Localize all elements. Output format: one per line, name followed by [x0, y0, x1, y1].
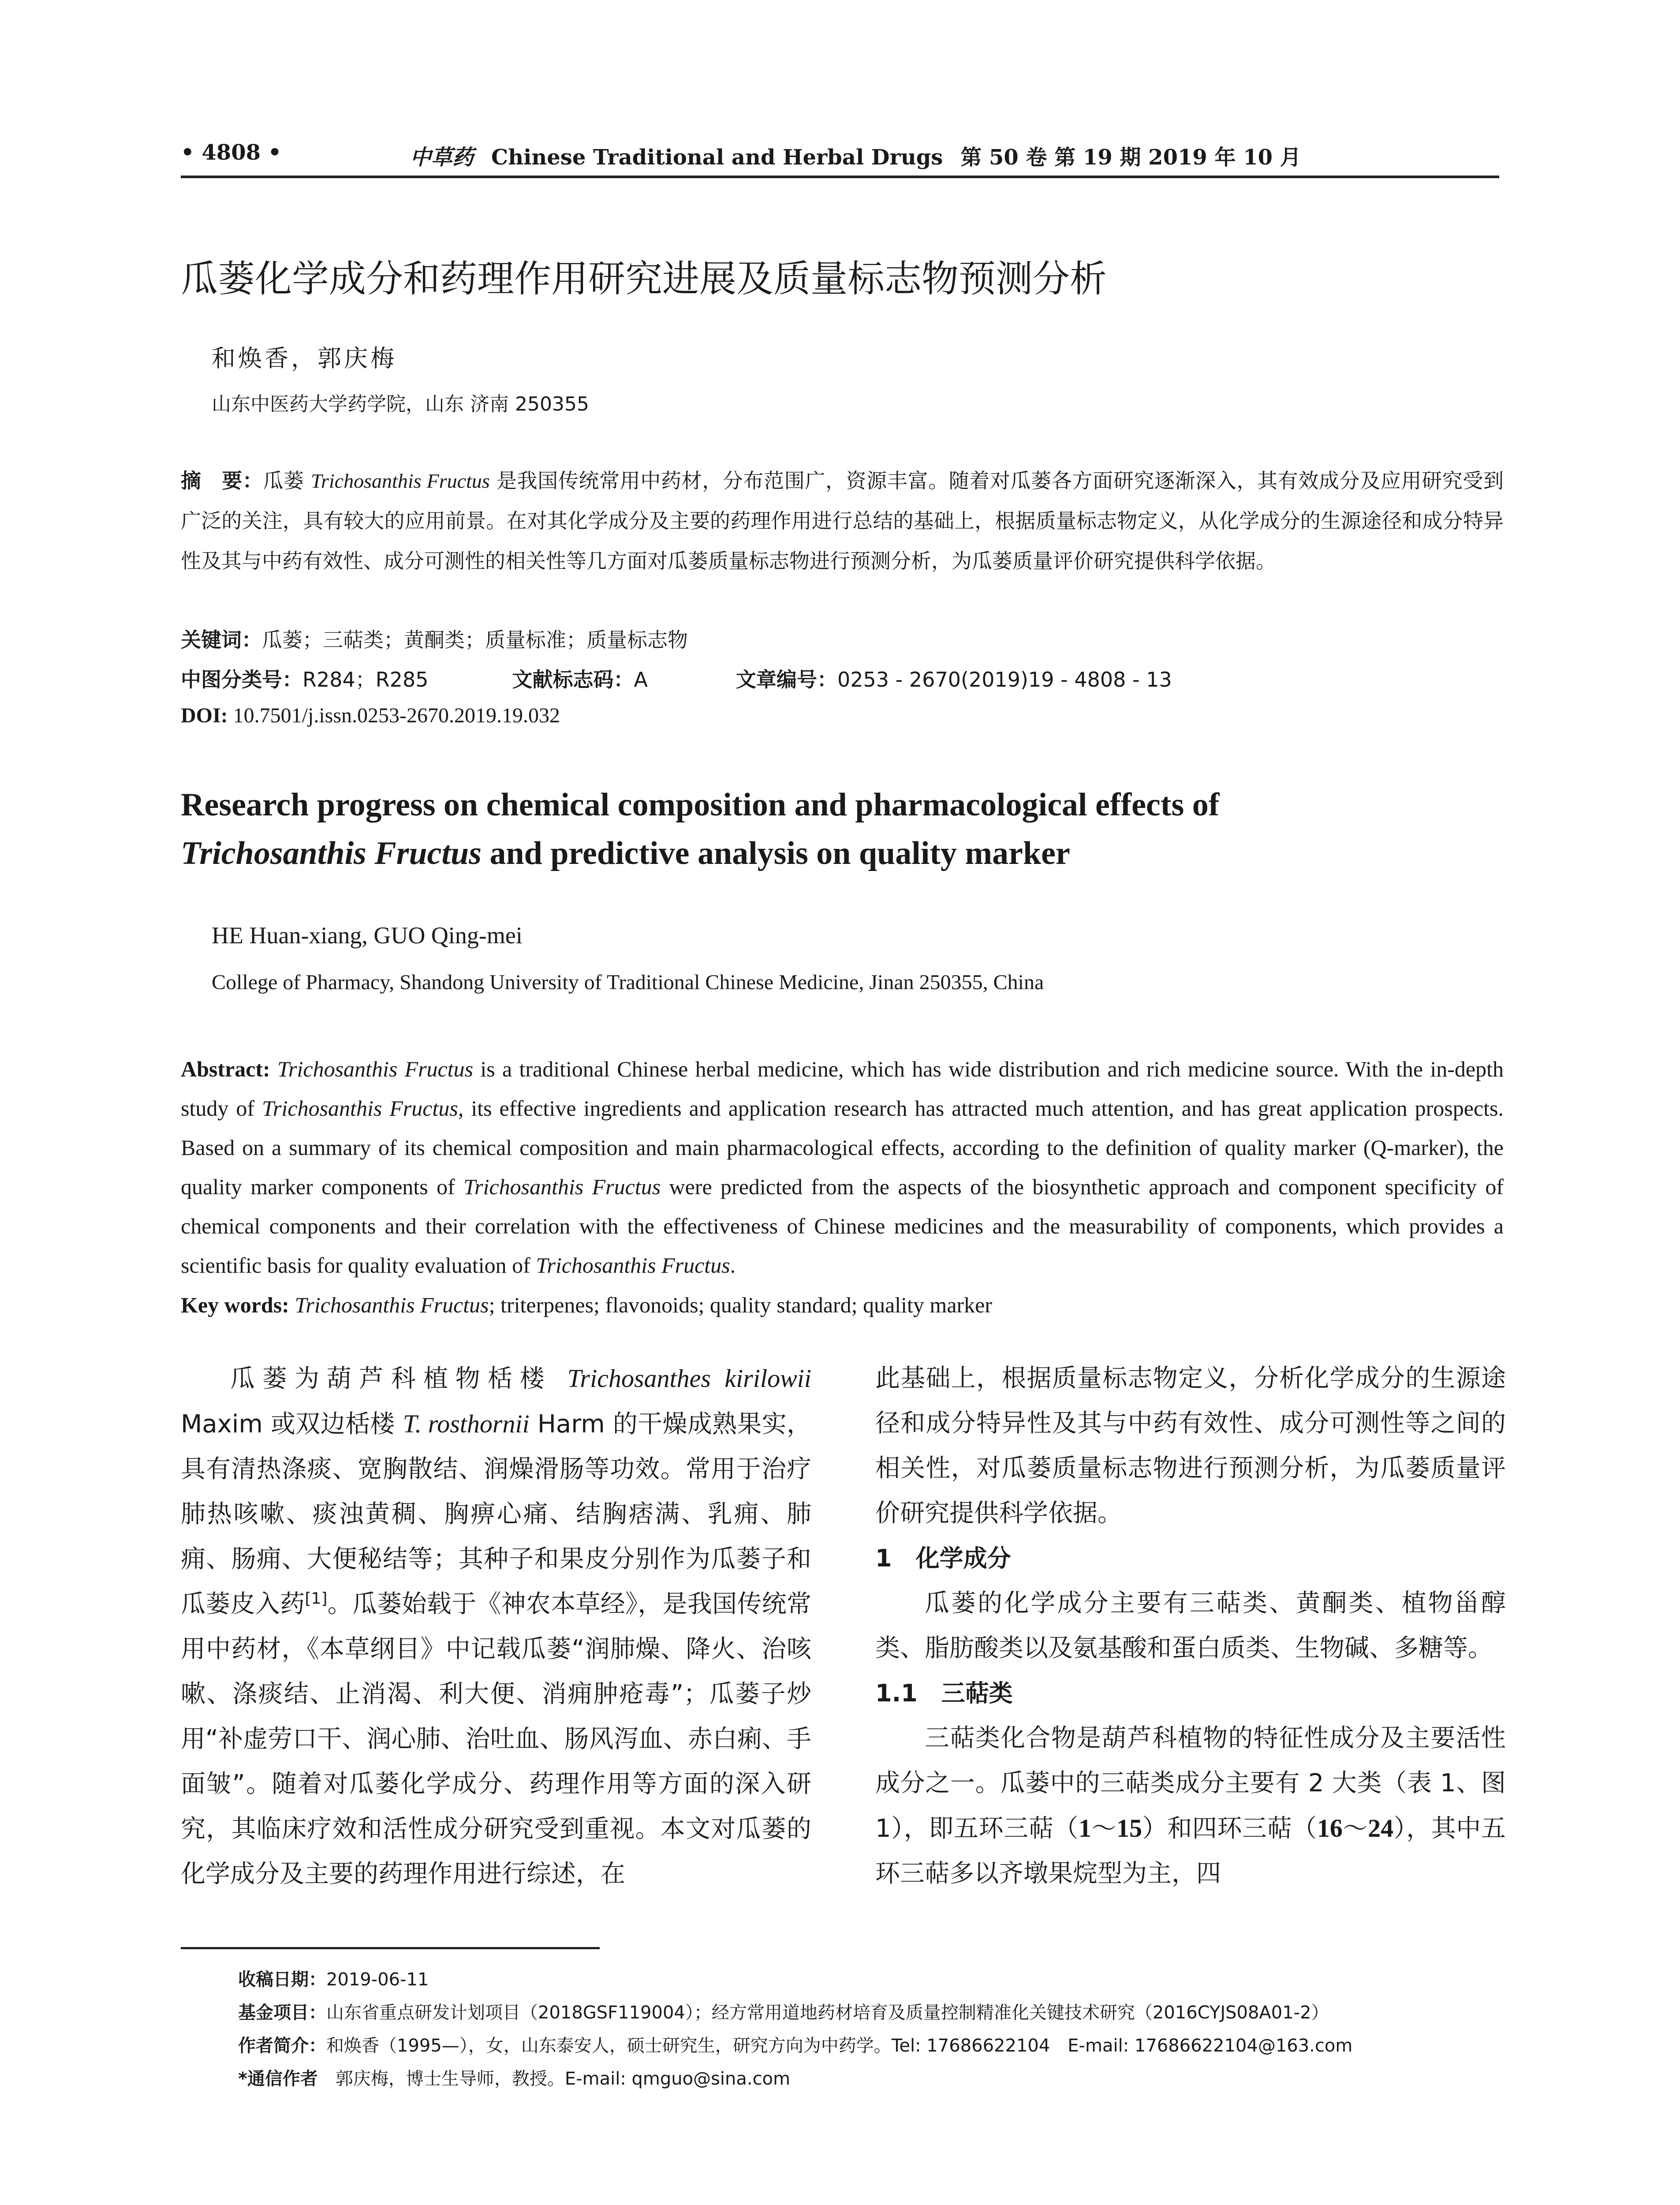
- abstract-en: [181, 1050, 1504, 1285]
- body-text: Maxim 或双边栝楼: [181, 1410, 403, 1439]
- affiliation-en: College of Pharmacy, Shandong University of Traditional Chinese Medicine, Jinan 250355, China: [212, 971, 1044, 994]
- footnote-divider: [181, 1947, 600, 1949]
- footnote-value: 2019-06-11: [326, 1970, 429, 1990]
- latin-name: Trichosanthis Fructus: [463, 1174, 661, 1199]
- body-paragraph: 此基础上，根据质量标志物定义，分析化学成分的生源途径和成分特异性及其与中药有效性、成分可测性等之间的相关性，对瓜蒌质量标志物进行预测分析，为瓜蒌质量评价研究提供科学依据。: [875, 1364, 1506, 1528]
- authors-en: HE Huan-xiang, GUO Qing-mei: [212, 922, 523, 949]
- issue-info: 第 50 卷 第 19 期 2019 年 10 月: [960, 145, 1301, 170]
- footnote-value: 山东省重点研发计划项目（2018GSF119004）；经方常用道地药材培育及质量控制精准化关键技术研究（2016CYJS08A01-2）: [326, 2003, 1329, 2023]
- journal-name: Chinese Traditional and Herbal Drugs: [491, 145, 943, 170]
- title-en-line2: and predictive analysis on quality marker: [482, 835, 1070, 871]
- article-no-label: 文章编号：: [736, 668, 837, 691]
- footnote-corresponding: [238, 2064, 1517, 2094]
- latin-name: Trichosanthis Fructus: [295, 1293, 489, 1317]
- footnote-received: [238, 1965, 1517, 1995]
- doi-label: DOI:: [181, 704, 228, 727]
- body-column-right: [875, 1356, 1506, 1896]
- keywords-en-text: ; triterpenes; flavonoids; quality standard; quality marker: [489, 1293, 993, 1317]
- abstract-cn: [181, 461, 1504, 581]
- body-paragraph: 瓜蒌的化学成分主要有三萜类、黄酮类、植物甾醇类、脂肪酸类以及氨基酸和蛋白质类、生物碱、多糖等。: [875, 1589, 1506, 1663]
- latin-name: Trichosanthis Fructus: [277, 1057, 474, 1081]
- body-text: ）和四环三萜（: [1142, 1814, 1317, 1843]
- footnote-author-bio: [238, 2031, 1517, 2061]
- keywords-cn: [181, 624, 688, 653]
- section-heading: 1 化学成分: [875, 1544, 1011, 1572]
- abstract-en-text: is a traditional Chinese herbal medicine, which has wide distribution and rich medicine source. With the in-depth study of: [181, 1057, 1504, 1121]
- body-text: 瓜蒌为葫芦科植物栝楼: [230, 1364, 567, 1393]
- keywords-en: [181, 1286, 1504, 1325]
- latin-name: Trichosanthes kirilowii: [567, 1364, 811, 1393]
- clc-label: 中图分类号：: [181, 668, 302, 691]
- compound-number: 1: [1078, 1814, 1091, 1842]
- abstract-cn-text: 瓜蒌: [263, 469, 311, 493]
- journal-header: [410, 140, 1301, 171]
- abstract-cn-text: 是我国传统常用中药材，分布范围广，资源丰富。随着对瓜蒌各方面研究逐渐深入，其有效成分及应用研究受到广泛的关注，具有较大的应用前景。在对其化学成分及主要的药理作用进行总结的基础上，根据质量标志物定义，从化学成分的生源途径和成分特异性及其与中药有效性、成分可测性的相关性等几方面对瓜蒌质量标志物进行预测分析，为瓜蒌质量评价研究提供科学依据。: [181, 469, 1504, 573]
- compound-number: 16: [1317, 1814, 1343, 1842]
- doc-code-value: A: [634, 668, 648, 691]
- body-text: ～: [1342, 1814, 1368, 1843]
- footnote-value: 和焕香（1995—），女，山东泰安人，硕士研究生，研究方向为中药学。Tel: 17686622104 E-mail: 17686622104@163.com: [326, 2036, 1353, 2056]
- keywords-en-label: Key words:: [181, 1293, 289, 1317]
- body-text: ～: [1091, 1814, 1117, 1843]
- running-header: [181, 140, 1499, 178]
- abstract-en-text: were predicted from the aspects of the biosynthetic approach and component specificity of chemical components and their correlation with the effectiveness of Chinese medicines and the measurability of components, which provides a scientific basis for quality evaluation of: [181, 1174, 1504, 1278]
- doi-line: [181, 703, 560, 728]
- abstract-cn-label: 摘 要：: [181, 469, 263, 493]
- article-no-value: 0253 - 2670(2019)19 - 4808 - 13: [837, 668, 1172, 691]
- footnote-label: 基金项目：: [238, 2003, 326, 2023]
- classification-line: [181, 664, 1172, 693]
- footnote-value: 郭庆梅，博士生导师，教授。E-mail: qmguo@sina.com: [335, 2069, 791, 2089]
- compound-number: 24: [1368, 1814, 1394, 1842]
- footnote-label: 作者简介：: [238, 2036, 326, 2056]
- affiliation-cn: 山东中医药大学药学院，山东 济南 250355: [212, 393, 589, 415]
- doi-value: 10.7501/j.issn.0253-2670.2019.19.032: [233, 704, 560, 727]
- latin-name: Trichosanthis Fructus: [536, 1253, 730, 1278]
- title-en: [181, 781, 1504, 878]
- clc-value: R284；R285: [302, 668, 429, 691]
- doc-code-label: 文献标志码：: [512, 668, 634, 691]
- body-text: 。瓜蒌始载于《神农本草经》，是我国传统常用中药材，《本草纲目》中记载瓜蒌“润肺燥、降火、治咳嗽、涤痰结、止消渴、利大便、消痈肿疮毒”；瓜蒌子炒用“补虚劳口干、润心肺、治吐血、肠风泻血、赤白痢、手面皱”。随着对瓜蒌化学成分、药理作用等方面的深入研究，其临床疗效和活性成分研究受到重视。本文对瓜蒌的化学成分及主要的药理作用进行综述，在: [181, 1590, 812, 1888]
- latin-name: Trichosanthis Fructus: [262, 1096, 458, 1121]
- body-column-left: [181, 1356, 811, 1897]
- subsection-heading: 1.1 三萜类: [875, 1679, 1013, 1707]
- title-en-line1: Research progress on chemical composition and pharmacological effects of: [181, 787, 1220, 823]
- latin-name: Trichosanthis Fructus: [311, 470, 490, 492]
- page-number: • 4808 •: [181, 140, 282, 165]
- footnote-label: 收稿日期：: [238, 1970, 326, 1990]
- abstract-en-text: , its effective ingredients and application research has attracted much attention, and has great application prospects. Based on a summary of its chemical composition and main pharmacological effects, according to the definition of quality marker (Q-marker), the quality marker components of: [181, 1096, 1504, 1199]
- title-cn: 瓜蒌化学成分和药理作用研究进展及质量标志物预测分析: [181, 257, 1107, 300]
- body-text: ），其中五环三萜多以齐墩果烷型为主，四: [875, 1814, 1506, 1888]
- body-paragraph: [181, 1356, 811, 1897]
- keywords-cn-label: 关键词：: [181, 628, 262, 652]
- journal-brand: 中草药: [410, 145, 474, 170]
- footnote-fund: [238, 1998, 1517, 2028]
- latin-name: T. rosthornii: [403, 1409, 530, 1438]
- body-paragraph: [875, 1716, 1506, 1896]
- keywords-cn-text: 瓜蒌；三萜类；黄酮类；质量标准；质量标志物: [262, 628, 688, 652]
- citation-ref: [1]: [305, 1589, 328, 1608]
- abstract-en-text: .: [730, 1253, 736, 1278]
- abstract-en-label: Abstract:: [181, 1057, 270, 1081]
- authors-cn: 和焕香，郭庆梅: [212, 344, 397, 372]
- footnote-label: *通信作者: [238, 2069, 318, 2089]
- compound-number: 15: [1116, 1814, 1142, 1842]
- body-text: 三萜类化合物是葫芦科植物的特征性成分及主要活性成分之一。瓜蒌中的三萜类成分主要有 2 大类（表 1、图 1），即五环三萜（: [875, 1724, 1506, 1843]
- title-en-latin: Trichosanthis Fructus: [181, 835, 482, 871]
- body-text: Harm 的干燥成熟果实，具有清热涤痰、宽胸散结、润燥滑肠等功效。常用于治疗肺热咳嗽、痰浊黄稠、胸痹心痛、结胸痞满、乳痈、肺痈、肠痈、大便秘结等；其种子和果皮分别作为瓜蒌子和瓜蒌皮入药: [181, 1410, 811, 1618]
